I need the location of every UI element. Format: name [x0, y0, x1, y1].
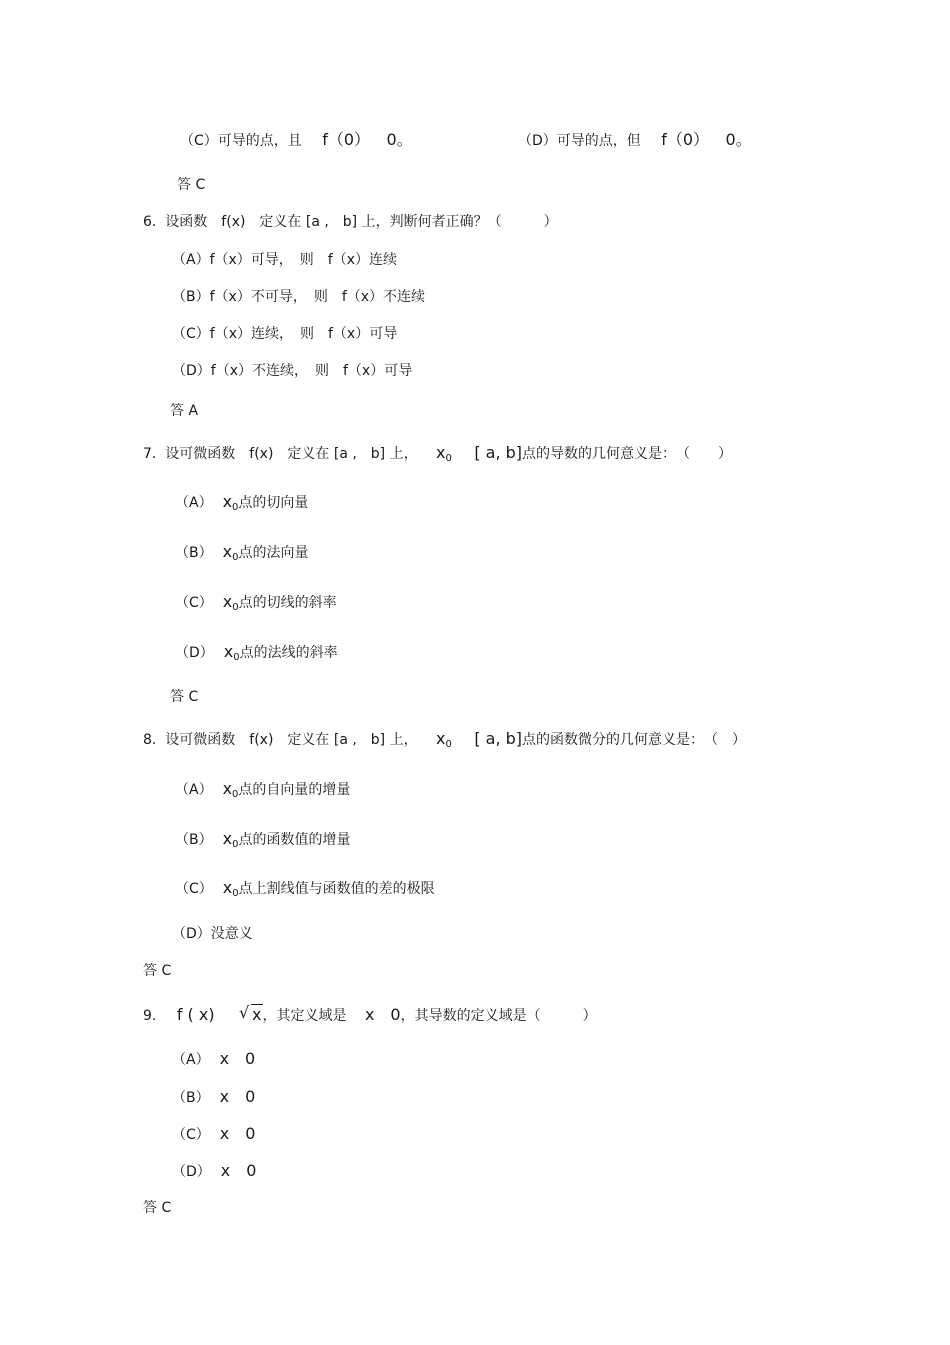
q9-option-c[interactable]: （C） x 0: [172, 1124, 256, 1143]
q7-stem: 7. 设可微函数 f(x) 定义在 [a , b] 上， $x_0$ [ a, b]点的导数的几何意义是： （ ）: [143, 443, 733, 464]
q6-stem: 6. 设函数 f(x) 定义在 [a , b] 上，判断何者正确？（ ）: [143, 214, 558, 230]
sqrt-x: √ x: [239, 1003, 262, 1024]
q9-answer: 答 C: [143, 1200, 172, 1216]
q7-option-a[interactable]: （A） $x_0$点的切向量: [175, 492, 309, 513]
q6-option-a[interactable]: （A）f（x）可导， 则 f（x）连续: [172, 252, 398, 268]
q9-option-b[interactable]: （B） x 0: [172, 1087, 256, 1106]
q8-option-b[interactable]: （B） $x_0$点的函数值的增量: [175, 829, 351, 850]
q9-stem: 9. f ( x) √ x，其定义域是 x 0，其导数的定义域是（ ）: [143, 1003, 597, 1024]
q5-option-c[interactable]: （C）可导的点，且 f（0） 0。: [180, 130, 413, 149]
q7-option-b[interactable]: （B） $x_0$点的法向量: [175, 542, 309, 563]
q6-option-c[interactable]: （C）f（x）连续， 则 f（x）可导: [172, 326, 398, 342]
q9-option-d[interactable]: （D） x 0: [172, 1161, 257, 1180]
q8-option-a[interactable]: （A） $x_0$点的自向量的增量: [175, 779, 351, 800]
q6-answer: 答 A: [170, 403, 199, 419]
q6-option-d[interactable]: （D）f（x）不连续， 则 f（x）可导: [172, 363, 413, 379]
q5-option-d[interactable]: （D）可导的点，但 f（0） 0。: [518, 130, 752, 149]
q8-answer: 答 C: [143, 963, 172, 979]
q8-option-d[interactable]: （D）没意义: [172, 926, 253, 942]
q7-option-c[interactable]: （C） $x_0$点的切线的斜率: [175, 592, 337, 613]
q6-option-b[interactable]: （B）f（x）不可导， 则 f（x）不连续: [172, 289, 426, 305]
q8-option-c[interactable]: （C） $x_0$点上割线值与函数值的差的极限: [175, 878, 435, 899]
q8-stem: 8. 设可微函数 f(x) 定义在 [a , b] 上， $x_0$ [ a, b]点的函数微分的几何意义是： （ ）: [143, 729, 747, 750]
q7-option-d[interactable]: （D） $x_0$点的法线的斜率: [175, 642, 338, 663]
q5-answer: 答 C: [177, 177, 206, 193]
q7-answer: 答 C: [170, 689, 199, 705]
q9-option-a[interactable]: （A） x 0: [172, 1049, 256, 1068]
